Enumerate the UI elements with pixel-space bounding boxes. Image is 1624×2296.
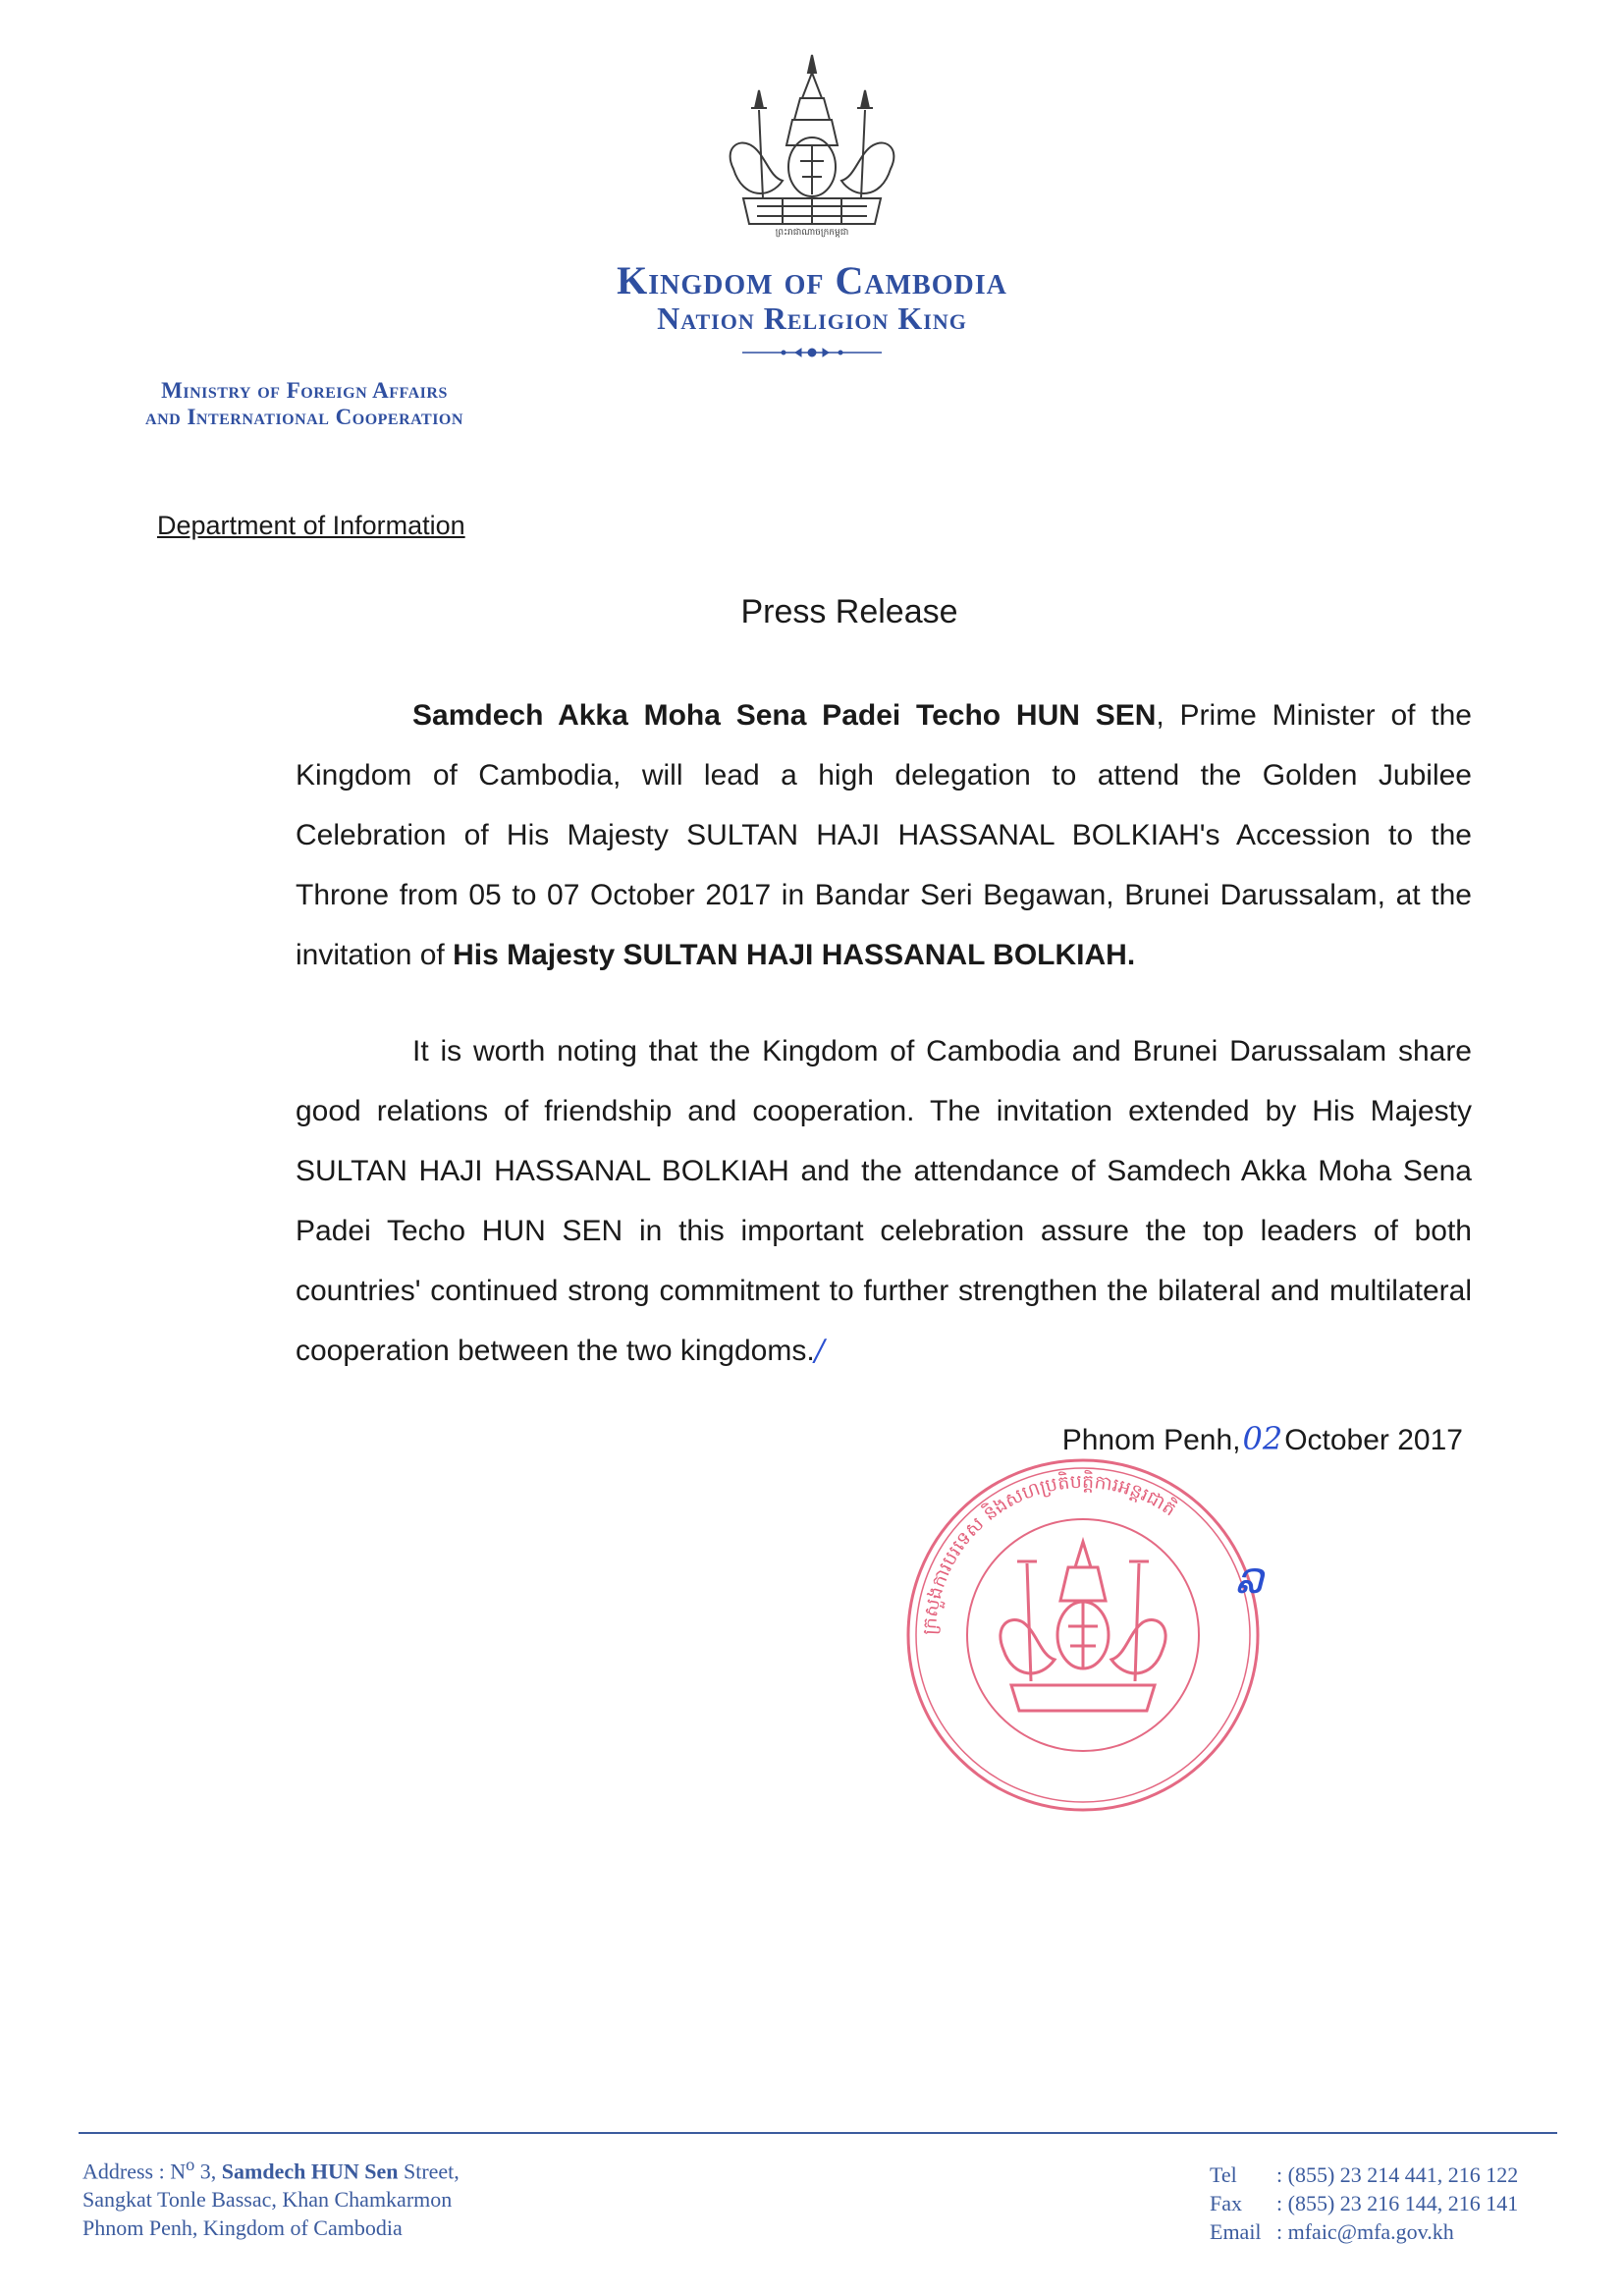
contact-fax: Fax : (855) 23 216 144, 216 141 bbox=[1210, 2191, 1519, 2215]
ministry-line-2: and International Cooperation bbox=[145, 405, 463, 429]
paragraph-1-tail: His Majesty SULTAN HAJI HASSANAL BOLKIAH. bbox=[453, 939, 1136, 971]
footer-address bbox=[82, 2151, 460, 2242]
svg-text:ព្រះរាជាណាចក្រកម្ពុជា: ព្រះរាជាណាចក្រកម្ពុជា bbox=[775, 228, 849, 238]
svg-text:ក្រសួងការបរទេស និងសហប្រតិបត្តិ: ក្រសួងការបរទេស និងសហប្រតិបត្តិការអន្តរជាតិ bbox=[918, 1470, 1180, 1636]
handwritten-end-mark: / bbox=[814, 1334, 825, 1368]
coat-of-arms-emblem bbox=[714, 51, 910, 238]
department-name: Department of Information bbox=[157, 511, 465, 540]
document-title: Press Release bbox=[740, 593, 958, 630]
address-line-2: Sangkat Tonle Bassac, Khan Chamkarmon bbox=[82, 2187, 453, 2213]
address-line-3: Phnom Penh, Kingdom of Cambodia bbox=[82, 2215, 403, 2241]
paragraph-1 bbox=[296, 685, 1472, 985]
place-and-date bbox=[1062, 1420, 1463, 1457]
ornament-divider bbox=[738, 344, 886, 361]
country-name: Kingdom of Cambodia bbox=[617, 258, 1007, 302]
ministry-name bbox=[69, 377, 540, 430]
paragraph-2-body: It is worth noting that the Kingdom of Cambodia and Brunei Darussalam share good relations of friendship and cooperation. The invitation extended by His Majesty SULTAN HAJI HASSANAL BOLKIAH and the attendance of Samdech Akka Moha Sena Padei Techo HUN SEN in this important celebration assure the top leaders of both countries' continued strong commitment to further strengthen the bilateral and multilateral cooperation between the two kingdoms. bbox=[296, 1035, 1472, 1367]
contact-email: Email : mfaic@mfa.gov.kh bbox=[1210, 2219, 1454, 2244]
contact-tel: Tel : (855) 23 214 441, 216 122 bbox=[1210, 2162, 1519, 2187]
handwritten-day: 02 bbox=[1242, 1420, 1283, 1457]
paragraph-1-lead: Samdech Akka Moha Sena Padei Techo HUN SEN bbox=[412, 699, 1157, 732]
official-seal bbox=[901, 1453, 1265, 1817]
ministry-line-1: Ministry of Foreign Affairs bbox=[161, 378, 448, 403]
national-motto: Nation Religion King bbox=[657, 301, 967, 336]
address-line-1: Address : $N^o$ 3, Samdech HUN Sen Street, bbox=[82, 2155, 460, 2184]
place-suffix: October 2017 bbox=[1284, 1424, 1463, 1456]
paragraph-2 bbox=[296, 1021, 1472, 1381]
footer-contact bbox=[1210, 2160, 1518, 2246]
footer-divider bbox=[79, 2132, 1557, 2134]
place-prefix: Phnom Penh, bbox=[1061, 1424, 1241, 1456]
handwritten-initial: ລ bbox=[1235, 1554, 1264, 1604]
paragraph-1-body: , Prime Minister of the Kingdom of Cambodia, will lead a high delegation to attend the Golden Jubilee Celebration of His Majesty SULTAN HAJI HASSANAL BOLKIAH's Accession to the Throne from 05 to 07 October 2017 in Bandar Seri Begawan, Brunei Darussalam, at the invitation of bbox=[296, 699, 1472, 971]
